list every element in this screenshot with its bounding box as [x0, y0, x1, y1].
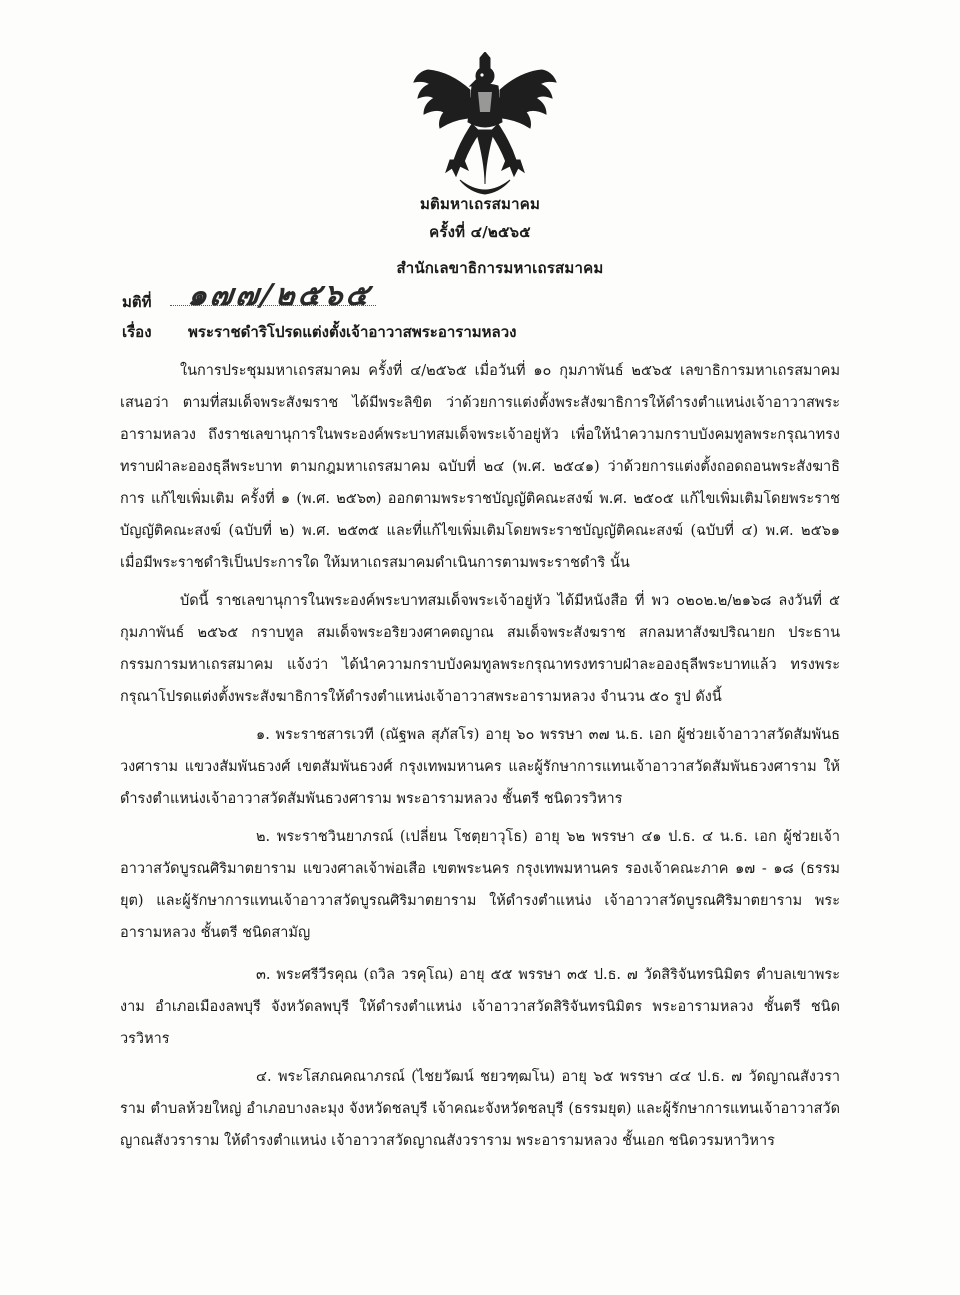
- appointment-item-4: ๔. พระโสภณคณาภรณ์ (ไชยวัฒน์ ชยวฑฺฒโน) อายุ ๖๕ พรรษา ๔๔ ป.ธ. ๗ วัดญาณสังวราราม ตำบลห้วยใหญ่ อำเภอบางละมุง จังหวัดชลบุรี เจ้าคณะจังหวัดชลบุรี (ธรรมยุต) และผู้รักษาการแทนเจ้าอาวาสวัดญาณสังวราราม ให้ดำรงตำแหน่ง เจ้าอาวาสวัดญาณสังวราราม พระอารามหลวง ชั้นเอก ชนิดวรมหาวิหาร: [120, 1069, 840, 1149]
- paragraph-announcement: บัดนี้ ราชเลขานุการในพระองค์พระบาทสมเด็จพระเจ้าอยู่หัว ได้มีหนังสือ ที่ พว ๐๒๐๒.๒/๒๑๖๘ ลงวันที่ ๕ กุมภาพันธ์ ๒๕๖๕ กราบทูล สมเด็จพระอริยวงศาคตญาณ สมเด็จพระสังฆราช สกลมหาสังฆปริณายก ประธานกรรมการมหาเถรสมาคม แจ้งว่า ได้นำความกราบบังคมทูลพระกรุณาทรงทราบฝ่าละอองธุลีพระบาทแล้ว ทรงพระกรุณาโปรดแต่งตั้งพระสังฆาธิการให้ดำรงตำแหน่งเจ้าอาวาสพระอารามหลวง จำนวน ๕๐ รูป ดังนี้: [120, 593, 840, 705]
- document-body: [120, 355, 840, 1163]
- header-office: สำนักเลขาธิการมหาเถรสมาคม: [396, 259, 604, 277]
- resolution-label: มติที่: [122, 293, 152, 311]
- header-title: มติมหาเถรสมาคม: [419, 195, 541, 213]
- paragraph-intro: ในการประชุมมหาเถรสมาคม ครั้งที่ ๔/๒๕๖๕ เมื่อวันที่ ๑๐ กุมภาพันธ์ ๒๕๖๕ เลขาธิการมหาเถรสมาคมเสนอว่า ตามที่สมเด็จพระสังฆราช ได้มีพระลิขิต ว่าด้วยการแต่งตั้งพระสังฆาธิการให้ดำรงตำแหน่งเจ้าอาวาสพระอารามหลวง ถึงราชเลขานุการในพระองค์พระบาทสมเด็จพระเจ้าอยู่หัว เพื่อให้นำความกราบบังคมทูลพระกรุณาทรงทราบฝ่าละอองธุลีพระบาท ตามกฎมหาเถรสมาคม ฉบับที่ ๒๔ (พ.ศ. ๒๕๔๑) ว่าด้วยการแต่งตั้งถอดถอนพระสังฆาธิการ แก้ไขเพิ่มเติม ครั้งที่ ๑ (พ.ศ. ๒๕๖๓) ออกตามพระราชบัญญัติคณะสงฆ์ พ.ศ. ๒๕๐๕ แก้ไขเพิ่มเติมโดยพระราชบัญญัติคณะสงฆ์ (ฉบับที่ ๒) พ.ศ. ๒๕๓๕ และที่แก้ไขเพิ่มเติมโดยพระราชบัญญัติคณะสงฆ์ (ฉบับที่ ๔) พ.ศ. ๒๕๖๑ เมื่อมีพระราชดำริเป็นประการใด ให้มหาเถรสมาคมดำเนินการตามพระราชดำริ นั้น: [120, 363, 840, 571]
- appointment-item-2: ๒. พระราชวินยาภรณ์ (เปลี่ยน โชตฺยาวุโธ) อายุ ๖๒ พรรษา ๔๑ ป.ธ. ๔ น.ธ. เอก ผู้ช่วยเจ้าอาวาสวัดบูรณศิริมาตยาราม แขวงศาลเจ้าพ่อเสือ เขตพระนคร กรุงเทพมหานคร รองเจ้าคณะภาค ๑๗ - ๑๘ (ธรรมยุต) และผู้รักษาการแทนเจ้าอาวาสวัดบูรณศิริมาตยาราม ให้ดำรงตำแหน่ง เจ้าอาวาสวัดบูรณศิริมาตยาราม พระอารามหลวง ชั้นตรี ชนิดสามัญ: [120, 829, 840, 941]
- subject-text: พระราชดำริโปรดแต่งตั้งเจ้าอาวาสพระอารามหลวง: [188, 323, 517, 341]
- garuda-emblem-icon: [410, 52, 560, 200]
- subject-label: เรื่อง: [122, 323, 152, 341]
- resolution-dotted-line: [170, 305, 376, 306]
- appointment-item-1: ๑. พระราชสารเวที (ณัฐพล สุภัสโร) อายุ ๖๐ พรรษา ๓๗ น.ธ. เอก ผู้ช่วยเจ้าอาวาสวัดสัมพันธวงศาราม แขวงสัมพันธวงศ์ เขตสัมพันธวงศ์ กรุงเทพมหานคร และผู้รักษาการแทนเจ้าอาวาสวัดสัมพันธวงศาราม ให้ดำรงตำแหน่งเจ้าอาวาสวัดสัมพันธวงศาราม พระอารามหลวง ชั้นตรี ชนิดวรวิหาร: [120, 727, 840, 807]
- appointment-item-3: ๓. พระศรีวีรคุณ (ถวิล วรคุโณ) อายุ ๕๕ พรรษา ๓๕ ป.ธ. ๗ วัดสิริจันทรนิมิตร ตำบลเขาพระงาม อำเภอเมืองลพบุรี จังหวัดลพบุรี ให้ดำรงตำแหน่ง เจ้าอาวาสวัดสิริจันทรนิมิตร พระอารามหลวง ชั้นตรี ชนิดวรวิหาร: [120, 967, 841, 1047]
- header-session: ครั้งที่ ๔/๒๕๖๕: [429, 223, 531, 241]
- resolution-number: ๑๗๗/๒๕๖๕: [186, 278, 374, 313]
